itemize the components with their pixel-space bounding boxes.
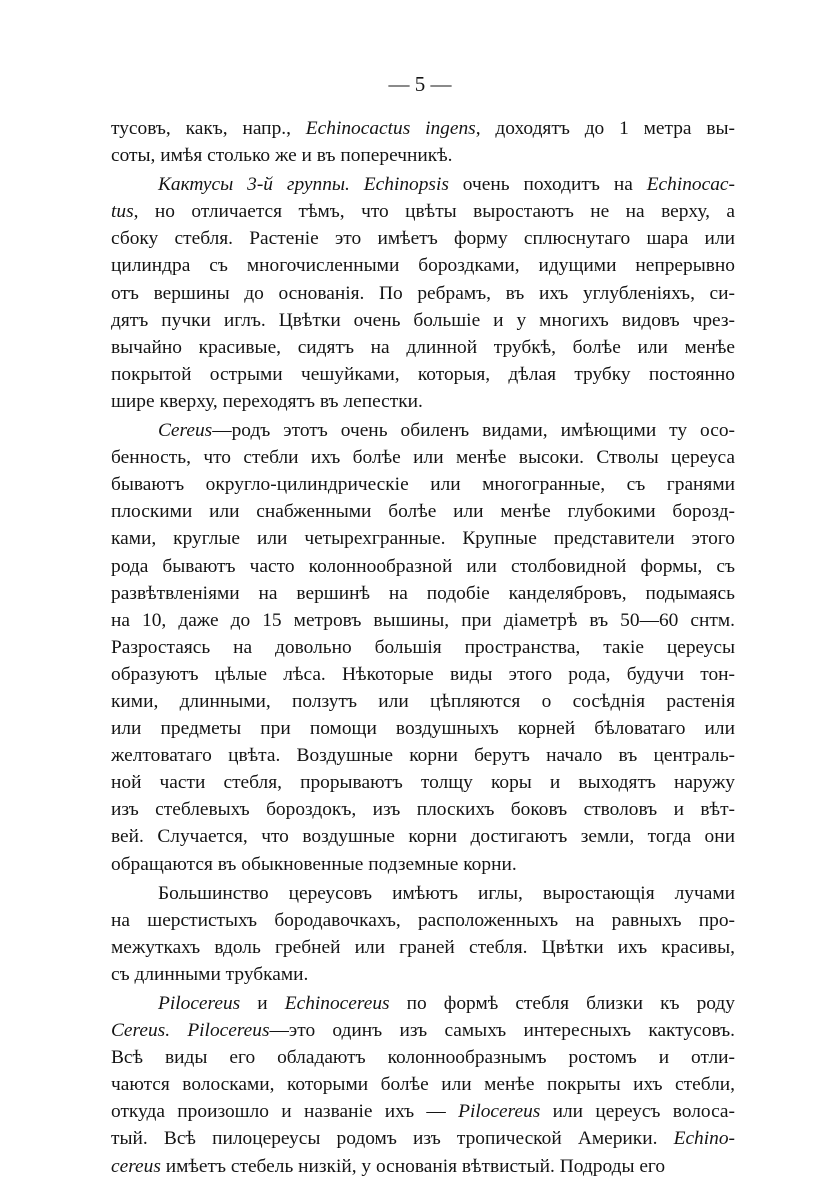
text-run: имѣетъ стебель низкій, у основанія вѣтвистый. Подроды его	[160, 1155, 666, 1177]
text-run: Всѣ виды его обладаютъ колоннообразнымъ ростомъ и отли-	[111, 1047, 735, 1069]
text-line	[111, 715, 735, 742]
text-run: —это одинъ изъ самыхъ интересныхъ кактусовъ.	[269, 1020, 735, 1042]
text-run: обращаются въ обыкновенные подземные корни.	[111, 853, 517, 875]
text-run: по формѣ стебля близки къ роду	[389, 993, 735, 1014]
text-run: чаются волосками, которыми болѣе или менѣе покрыты ихъ стебли,	[111, 1074, 735, 1096]
italic-term: Pilocereus	[158, 993, 241, 1014]
text-run: дятъ пучки иглъ. Цвѣтки очень большіе и у многихъ видовъ чрез-	[111, 309, 735, 331]
text-line	[111, 1017, 735, 1044]
text-line	[111, 225, 735, 252]
text-run: цилиндра съ многочисленными бороздками, идущими непрерывно	[111, 255, 735, 277]
text-run: рода бываютъ часто колоннообразной или столбовидной формы, съ	[111, 555, 735, 577]
text-line	[111, 907, 735, 934]
text-run: бываютъ округло-цилиндрическіе или многогранные, съ гранями	[111, 474, 735, 496]
text-run: межуткахъ вдоль гребней или граней стебля. Цвѣтки ихъ красивы,	[111, 936, 735, 958]
text-run: шире кверху, переходятъ въ лепестки.	[111, 390, 423, 412]
text-run: откуда произошло и названіе ихъ —	[111, 1101, 459, 1123]
text-line	[111, 880, 735, 907]
italic-term: Pilocereus	[458, 1101, 541, 1123]
italic-term: tus	[111, 201, 134, 223]
text-line	[111, 252, 735, 279]
text-run: покрытой острыми чешуйками, которыя, дѣлая трубку постоянно	[111, 363, 735, 385]
text-run: вычайно красивые, сидятъ на длинной трубкѣ, болѣе или менѣе	[111, 336, 735, 358]
text-run: Большинство цереусовъ имѣютъ иглы, выростающія лучами	[158, 882, 735, 904]
italic-term: cereus	[111, 1155, 161, 1177]
text-run: развѣтвленіями на вершинѣ на подобіе канделябровъ, подымаясь	[111, 582, 735, 604]
text-line	[111, 580, 735, 607]
paragraph	[111, 880, 735, 988]
italic-term: Echinocactus ingens	[305, 118, 476, 139]
text-line	[111, 115, 735, 142]
text-run: ками, круглые или четырехгранные. Крупные представители этого	[111, 528, 735, 550]
text-run: , доходятъ до 1 метра вы-	[475, 118, 735, 139]
text-line	[111, 280, 735, 307]
text-line	[111, 361, 735, 388]
text-line	[111, 171, 735, 198]
text-run: и	[240, 993, 285, 1014]
text-run: , но отличается тѣмъ, что цвѣты выростаютъ не на верху, а	[133, 201, 735, 223]
text-run: сбоку стебля. Растеніе это имѣетъ форму сплюснутаго шара или	[111, 228, 735, 250]
text-line	[111, 1125, 735, 1152]
text-run: очень походитъ на	[448, 174, 647, 196]
text-line	[111, 1153, 735, 1180]
text-run: —родъ этотъ очень обиленъ видами, имѣющими ту осо-	[212, 420, 735, 442]
italic-term: Echinocac-	[646, 174, 735, 196]
paragraph	[111, 990, 735, 1180]
text-run: на 10, даже до 15 метровъ вышины, при діаметрѣ въ 50—60 снтм.	[111, 609, 735, 631]
text-run: тусовъ, какъ, напр.,	[111, 118, 306, 139]
text-line	[111, 607, 735, 634]
text-line	[111, 444, 735, 471]
text-run: отъ вершины до основанія. По ребрамъ, въ ихъ углубленіяхъ, си-	[111, 282, 735, 304]
text-line	[111, 388, 735, 415]
italic-term: Echino-	[673, 1128, 735, 1150]
text-run: изъ стеблевыхъ бороздокъ, изъ плоскихъ боковъ стволовъ и вѣт-	[111, 799, 735, 821]
text-line	[111, 1071, 735, 1098]
page-number: — 5 —	[388, 72, 452, 96]
italic-term: Cereus. Pilocereus	[111, 1020, 270, 1042]
paragraph	[111, 171, 735, 415]
text-run: образуютъ цѣлые лѣса. Нѣкоторые виды этого рода, будучи тон-	[111, 663, 735, 685]
italic-term: Кактусы 3-й группы. Echinopsis	[158, 174, 449, 196]
text-line	[111, 1098, 735, 1125]
text-line	[111, 334, 735, 361]
body-text	[111, 115, 735, 1180]
text-line	[111, 142, 735, 169]
paragraph	[111, 115, 735, 169]
text-line	[111, 661, 735, 688]
text-run: или цереусъ волоса-	[540, 1101, 735, 1123]
text-line	[111, 498, 735, 525]
text-line	[111, 961, 735, 988]
text-run: бенность, что стебли ихъ болѣе или менѣе высоки. Стволы цереуса	[111, 447, 735, 469]
text-run: на шерстистыхъ бородавочкахъ, расположенныхъ на равныхъ про-	[111, 909, 735, 931]
text-line	[111, 769, 735, 796]
text-line	[111, 1044, 735, 1071]
text-run: ной части стебля, прорываютъ толщу коры и выходятъ наружу	[111, 772, 735, 794]
text-line	[111, 990, 735, 1017]
text-line	[111, 525, 735, 552]
text-run: Разростаясь на довольно большія пространства, такіе цереусы	[111, 636, 735, 658]
text-line	[111, 634, 735, 661]
text-line	[111, 742, 735, 769]
text-run: желтоватаго цвѣта. Воздушные корни берутъ начало въ централь-	[111, 745, 735, 767]
text-run: соты, имѣя столько же и въ поперечникѣ.	[111, 145, 453, 167]
text-run: плоскими или снабженными болѣе или менѣе глубокими борозд-	[111, 501, 735, 523]
text-line	[111, 198, 735, 225]
text-run: кими, длинными, ползутъ или цѣпляются о сосѣднія растенія	[111, 690, 735, 712]
text-line	[111, 471, 735, 498]
text-line	[111, 823, 735, 850]
text-line	[111, 934, 735, 961]
paragraph	[111, 417, 735, 878]
text-line	[111, 417, 735, 444]
italic-term: Echinocereus	[284, 993, 390, 1014]
text-line	[111, 553, 735, 580]
text-line	[111, 688, 735, 715]
text-run: тый. Всѣ пилоцереусы родомъ изъ тропической Америки.	[111, 1128, 674, 1150]
text-run: съ длинными трубками.	[111, 963, 309, 985]
text-line	[111, 307, 735, 334]
text-run: вей. Случается, что воздушные корни достигаютъ земли, тогда они	[111, 826, 735, 848]
text-run: или предметы при помощи воздушныхъ корней бѣловатаго или	[111, 718, 735, 740]
text-line	[111, 796, 735, 823]
text-line	[111, 851, 735, 878]
italic-term: Cereus	[158, 420, 213, 442]
